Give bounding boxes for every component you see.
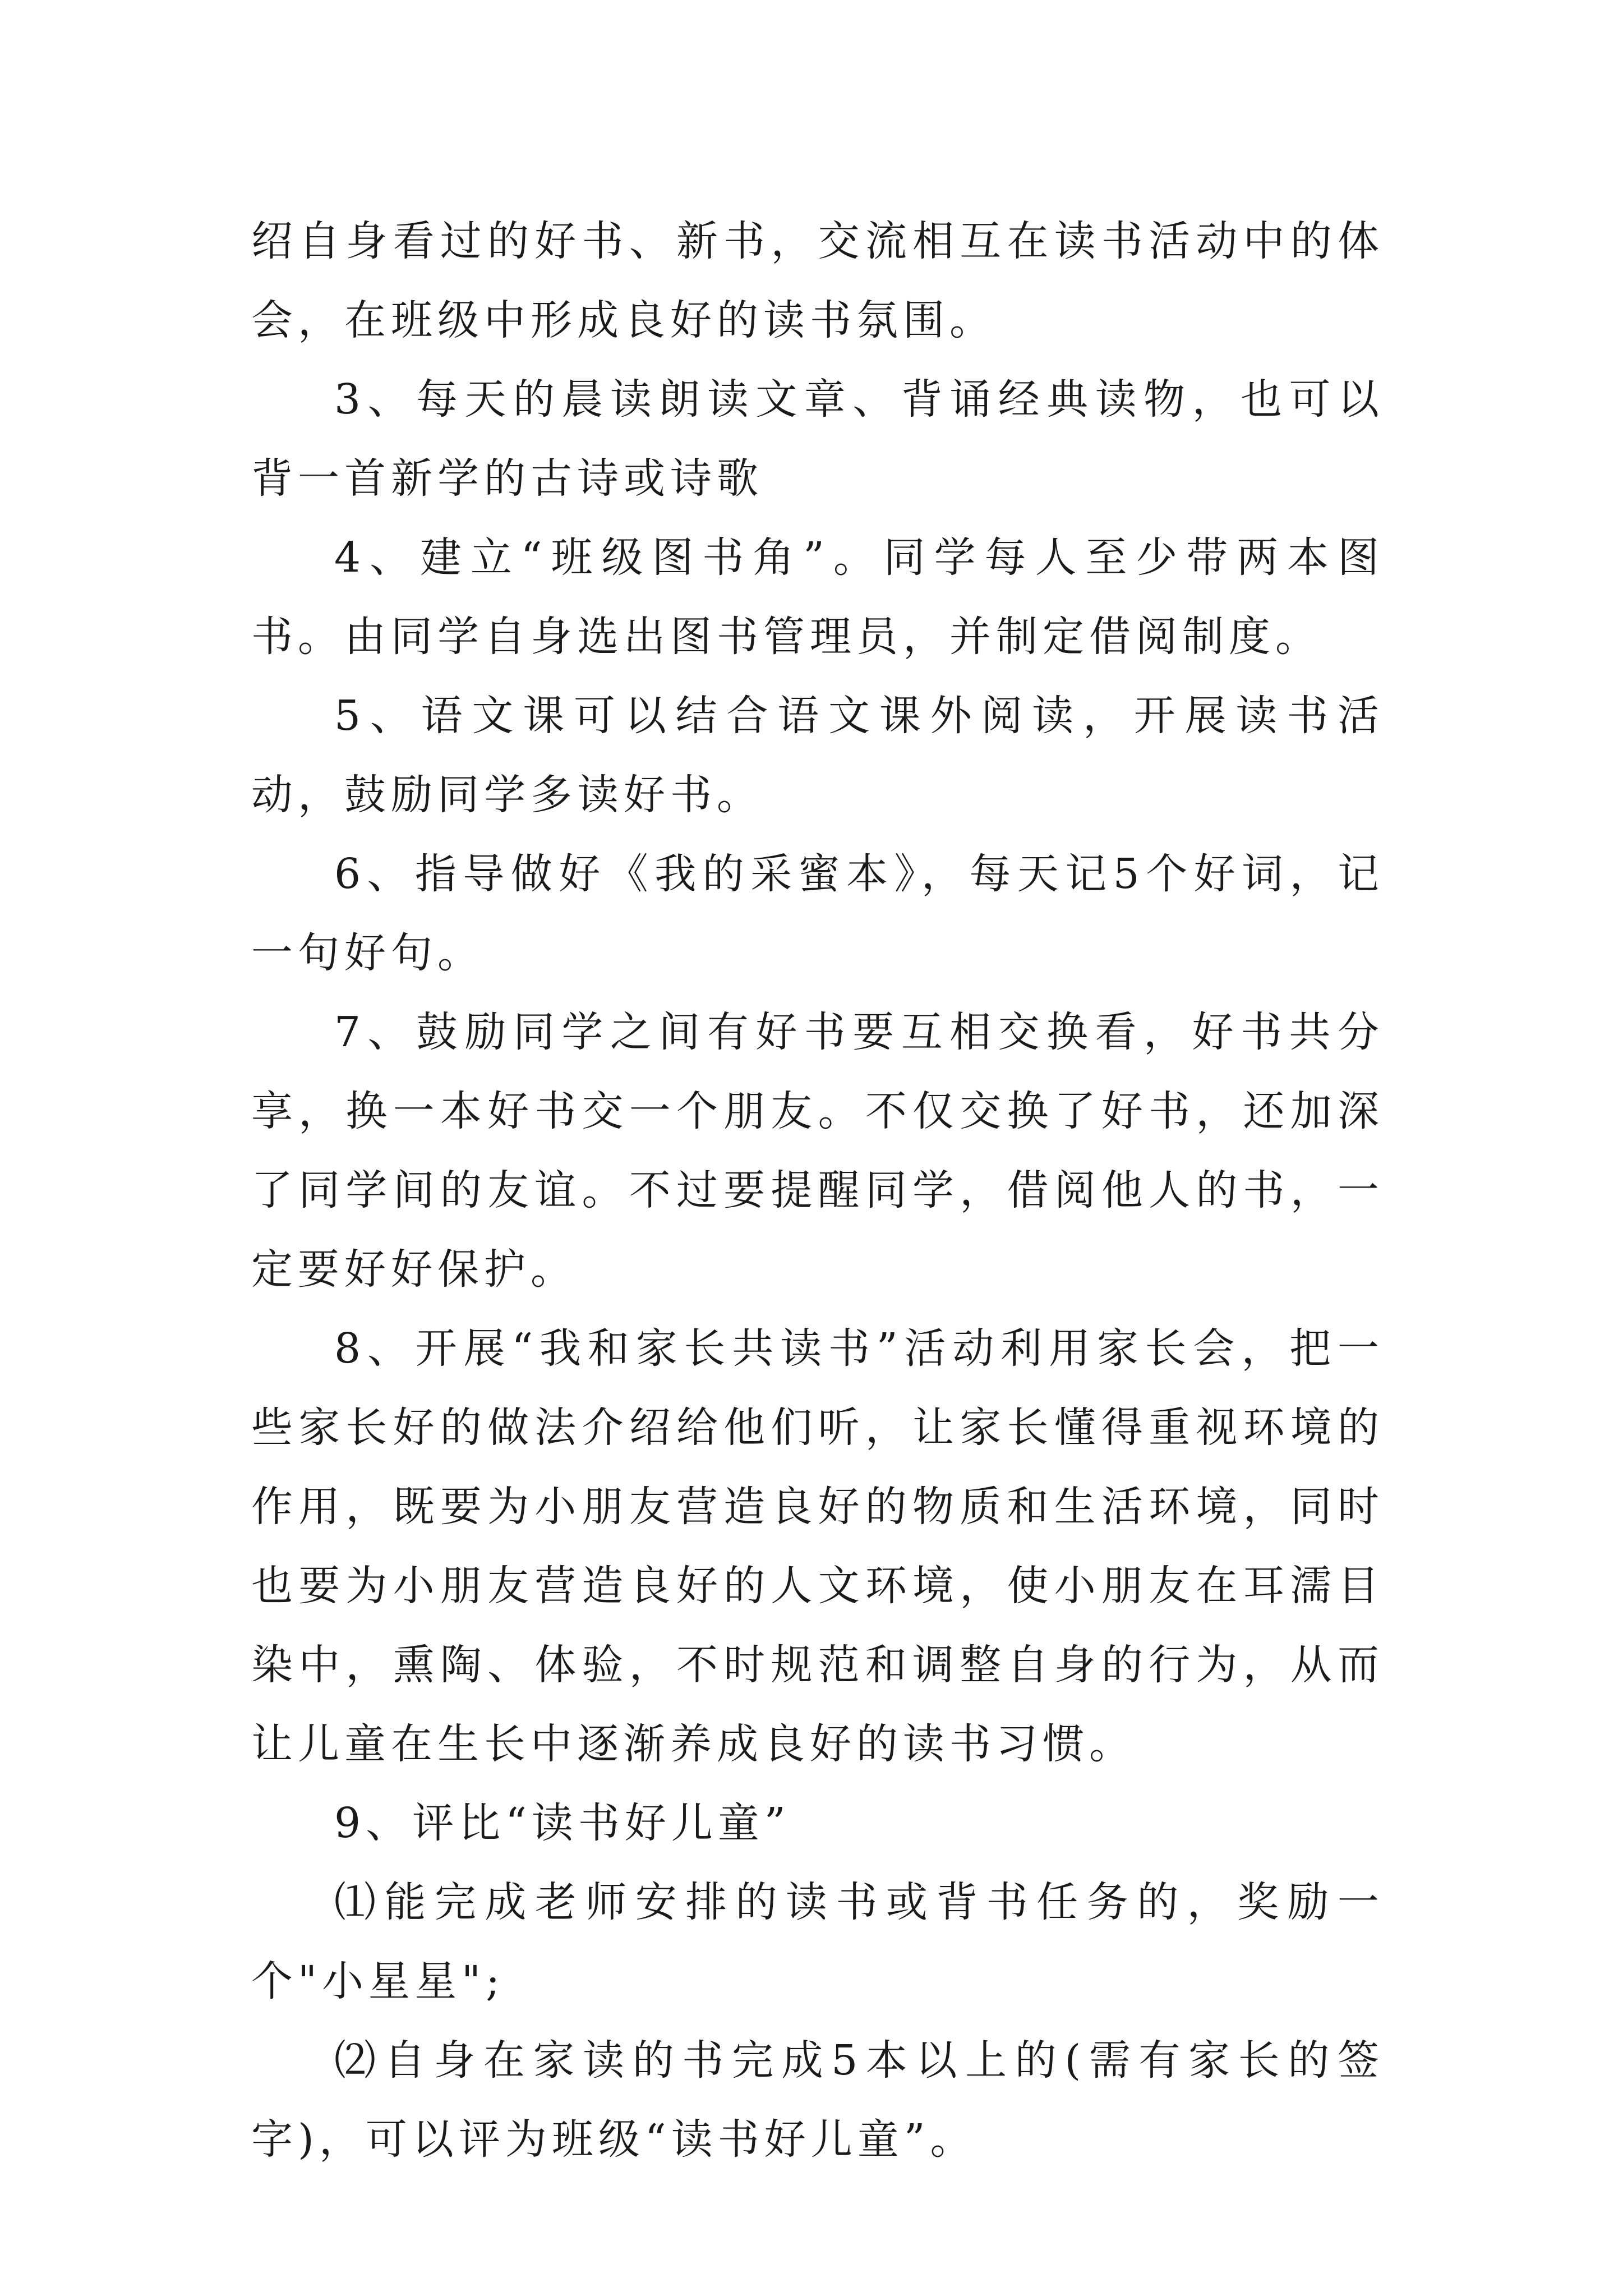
paragraph-item-7: 7、鼓励同学之间有好书要互相交换看，好书共分享，换一本好书交一个朋友。不仅交换了好书，还加深了同学间的友谊。不过要提醒同学，借阅他人的书，一定要好好保护。 [251, 1008, 1384, 1294]
paragraph-item-6: 6、指导做好《我的采蜜本》，每天记5个好词，记一句好句。 [251, 850, 1384, 977]
paragraph-item-5: 5、语文课可以结合语文课外阅读，开展读书活动，鼓励同学多读好书。 [251, 692, 1384, 819]
paragraph-subitem-2: ⑵自身在家读的书完成5本以上的(需有家长的签字)，可以评为班级“读书好儿童”。 [251, 2036, 1384, 2164]
paragraph-continuation: 绍自身看过的好书、新书，交流相互在读书活动中的体会，在班级中形成良好的读书氛围。 [251, 217, 1384, 344]
paragraph-item-4: 4、建立“班级图书角”。同学每人至少带两本图书。由同学自身选出图书管理员，并制定借阅制度。 [251, 533, 1384, 661]
paragraph-item-3: 3、每天的晨读朗读文章、背诵经典读物，也可以背一首新学的古诗或诗歌 [251, 375, 1384, 503]
paragraph-item-9: 9、评比“读书好儿童” [334, 1799, 791, 1847]
paragraph-item-8: 8、开展“我和家长共读书”活动利用家长会，把一些家长好的做法介绍给他们听，让家长懂得重视环境的作用，既要为小朋友营造良好的物质和生活环境，同时也要为小朋友营造良好的人文环境，使小朋友在耳濡目染中，熏陶、体验，不时规范和调整自身的行为，从而让儿童在生长中逐渐养成良好的读书习惯。 [251, 1324, 1384, 1768]
paragraph-subitem-1: ⑴能完成老师安排的读书或背书任务的，奖励一个"小星星"; [251, 1878, 1384, 2005]
document-body [251, 202, 1384, 2179]
